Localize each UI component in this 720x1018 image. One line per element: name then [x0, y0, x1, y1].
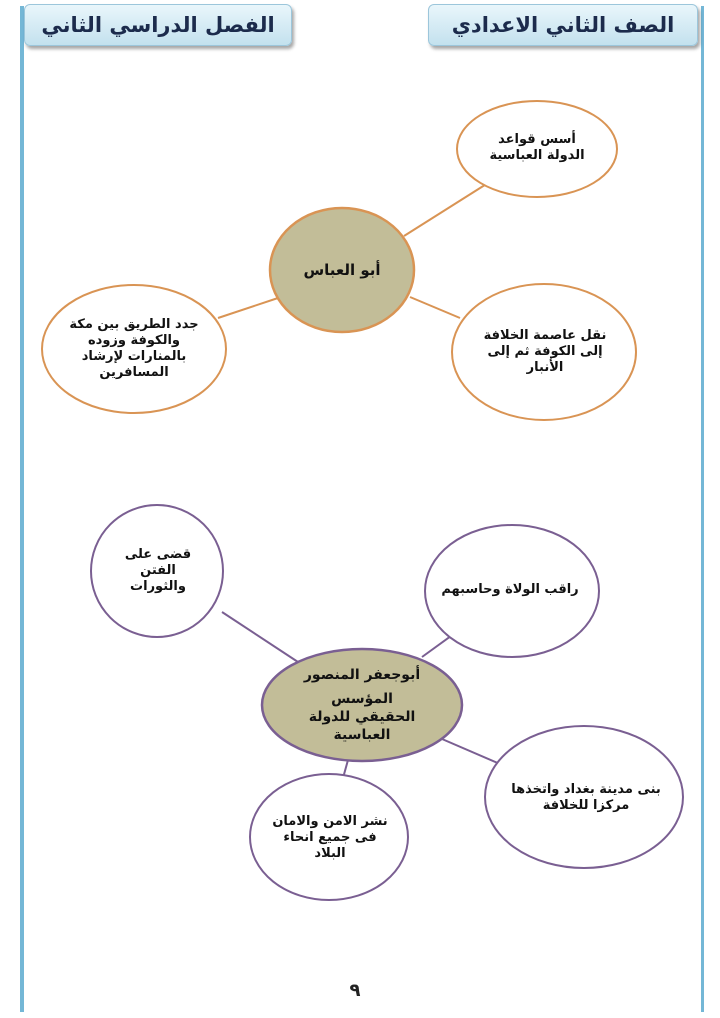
- node-mansour-security: نشر الامن والامان فى جميع انحاء البلاد: [272, 814, 388, 861]
- page-number: ٩: [349, 980, 361, 1001]
- node-abbas-road: جدد الطريق بين مكة والكوفة وزوده بالمنارات لإرشاد المسافرين: [69, 317, 199, 380]
- node-abbas-capital: نقل عاصمة الخلافة إلى الكوفة ثم إلى الأنبار: [483, 328, 607, 375]
- connector-abbas-founded: [404, 183, 488, 236]
- center-abbas-label: أبو العباس: [303, 261, 381, 279]
- center-mansour-label: [282, 668, 442, 742]
- center-mansour-subtitle: المؤسس الحقيقي للدولة العباسية: [308, 691, 416, 743]
- node-mansour-sedition: قضى على الفتن والثورات: [124, 547, 192, 594]
- node-mansour-governors: راقب الولاة وحاسبهم: [441, 582, 579, 597]
- grade-label: الصف الثاني الاعدادي: [451, 13, 675, 37]
- connector-mansour-baghdad: [442, 739, 500, 764]
- term-label: الفصل الدراسي الثاني: [41, 13, 275, 37]
- connector-abbas-road: [218, 298, 278, 318]
- node-abbas-founded: أسس قواعد الدولة العباسية: [489, 132, 585, 163]
- center-mansour-title: أبوجعفر المنصور: [303, 667, 421, 683]
- node-mansour-baghdad: بنى مدينة بغداد واتخذها مركزا للخلافة: [511, 782, 661, 813]
- connector-mansour-sedition: [222, 612, 298, 662]
- connector-abbas-capital: [410, 297, 460, 318]
